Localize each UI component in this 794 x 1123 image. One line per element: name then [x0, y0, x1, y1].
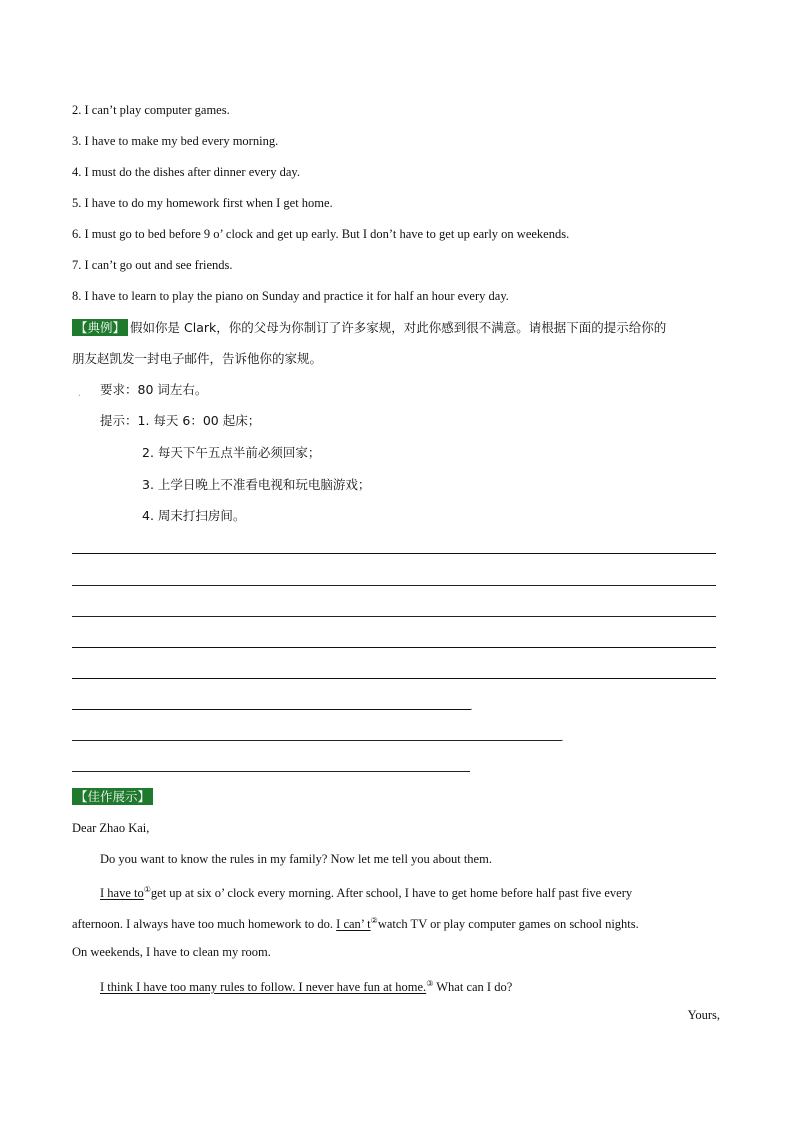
letter-paragraph: Do you want to know the rules in my family? Now let me tell you about them. — [100, 852, 492, 866]
letter-greeting: Dear Zhao Kai, — [72, 821, 150, 835]
rule-item: 3. I have to make my bed every morning. — [72, 134, 279, 148]
paragraph-text: watch TV or play computer games on school nights. — [377, 917, 639, 931]
marker-dot: . — [561, 730, 564, 744]
writing-line — [72, 616, 716, 617]
writing-line — [72, 740, 562, 741]
writing-line — [72, 678, 716, 679]
letter-paragraph — [100, 975, 512, 996]
writing-line — [72, 709, 472, 710]
underlined-phrase: I can’ t — [336, 917, 371, 931]
marker-dot: . — [470, 699, 473, 713]
writing-line — [72, 647, 716, 648]
model-tag-line — [72, 788, 155, 806]
rule-item: 6. I must go to bed before 9 o’ clock and get up early. But I don’t have to get up early on weekends. — [72, 227, 570, 241]
hint-item: 3. 上学日晚上不准看电视和玩电脑游戏； — [142, 477, 371, 492]
example-prompt-text: 假如你是 Clark，你的父母为你制订了许多家规，对此你感到很不满意。请根据下面的提示给你的 — [130, 320, 667, 335]
paragraph-text: get up at six o’ clock every morning. After school, I have to get home before half past five every — [150, 886, 633, 900]
example-prompt-line — [72, 319, 666, 337]
letter-paragraph — [72, 912, 639, 933]
writing-line — [72, 771, 470, 772]
example-prompt-line: 朋友赵凯发一封电子邮件，告诉他你的家规。 — [72, 351, 323, 366]
example-tag: 【典例】 — [72, 319, 128, 336]
paragraph-text: afternoon. I always have too much homework to do. — [72, 917, 337, 931]
writing-line — [72, 585, 716, 586]
paragraph-text: What can I do? — [433, 980, 513, 994]
underlined-phrase: I think I have too many rules to follow. I never have fun at home. — [100, 980, 427, 994]
annotation-mark: ① — [143, 885, 151, 894]
marker-dot: . — [78, 385, 81, 399]
hint-item: 提示：1. 每天 6：00 起床； — [100, 413, 261, 428]
rule-item: 4. I must do the dishes after dinner every day. — [72, 165, 300, 179]
annotation-mark: ③ — [426, 979, 434, 988]
rule-item: 5. I have to do my homework first when I get home. — [72, 196, 333, 210]
model-tag: 【佳作展示】 — [72, 788, 153, 805]
rule-item: 2. I can’t play computer games. — [72, 103, 230, 117]
rule-item: 7. I can’t go out and see friends. — [72, 258, 233, 272]
hint-item: 2. 每天下午五点半前必须回家； — [142, 445, 321, 460]
annotation-mark: ② — [370, 916, 378, 925]
letter-closing: Yours, — [687, 1008, 720, 1022]
letter-paragraph — [100, 881, 632, 902]
hint-item: 4. 周末打扫房间。 — [142, 508, 246, 523]
rule-item: 8. I have to learn to play the piano on Sunday and practice it for half an hour every day. — [72, 289, 509, 303]
requirement: 要求：80 词左右。 — [100, 382, 208, 397]
underlined-phrase: I have to — [100, 886, 144, 900]
writing-line — [72, 553, 716, 554]
letter-paragraph: On weekends, I have to clean my room. — [72, 945, 271, 959]
